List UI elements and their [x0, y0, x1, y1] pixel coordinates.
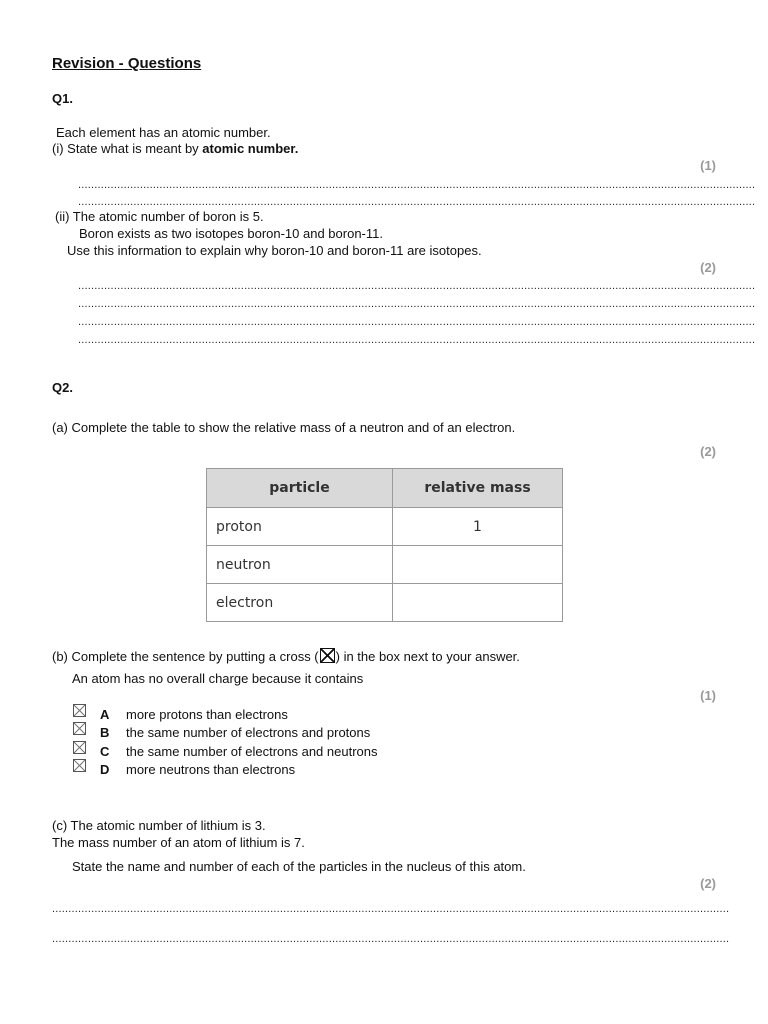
answer-line[interactable]: ................................................................................................................................................................................................................ — [78, 280, 756, 292]
q1-intro: Each element has an atomic number. — [56, 125, 271, 140]
table-row — [207, 546, 563, 584]
q2-part-c-line1: (c) The atomic number of lithium is 3. — [52, 818, 266, 833]
q1-part-i-bold: atomic number. — [202, 141, 299, 156]
answer-line[interactable]: ................................................................................................................................................................................................................ — [52, 933, 730, 945]
option-b-letter: B — [100, 725, 110, 740]
page-title: Revision - Questions — [52, 55, 202, 72]
table-row — [207, 508, 563, 546]
answer-line[interactable]: ................................................................................................................................................................................................................ — [78, 179, 756, 191]
answer-line[interactable]: ................................................................................................................................................................................................................ — [52, 903, 730, 915]
answer-line[interactable]: ................................................................................................................................................................................................................ — [78, 196, 756, 208]
answer-line[interactable]: ................................................................................................................................................................................................................ — [78, 298, 756, 310]
table-header-relative-mass: relative mass — [393, 469, 563, 508]
table-cell-mass[interactable]: 1 — [393, 508, 563, 546]
table-cell-mass[interactable] — [393, 584, 563, 622]
table-cell-particle: proton — [207, 508, 393, 546]
option-d-checkbox[interactable] — [73, 759, 86, 772]
table-cell-particle: electron — [207, 584, 393, 622]
option-c-letter: C — [100, 744, 110, 759]
answer-line[interactable]: ................................................................................................................................................................................................................ — [78, 316, 756, 328]
q1-part-ii-line1: (ii) The atomic number of boron is 5. — [55, 209, 264, 224]
q1-part-ii-marks: (2) — [700, 260, 716, 275]
q1-part-i-text: (i) State what is meant by — [52, 141, 203, 156]
q2-part-c-marks: (2) — [700, 876, 716, 891]
table-cell-particle: neutron — [207, 546, 393, 584]
table-cell-mass[interactable] — [393, 546, 563, 584]
q1-part-i — [52, 141, 298, 157]
q2-part-c-line2: The mass number of an atom of lithium is 7. — [52, 835, 305, 850]
cross-box-icon — [320, 648, 335, 663]
q2-part-b — [52, 648, 520, 665]
option-a-checkbox[interactable] — [73, 704, 86, 717]
q2-part-b-text-after: ) in the box next to your answer. — [335, 649, 520, 664]
q2-part-b-text-before: (b) Complete the sentence by putting a cross ( — [52, 649, 319, 664]
option-d-text: more neutrons than electrons — [126, 762, 296, 777]
table-header-row — [207, 469, 563, 508]
q1-heading: Q1. — [52, 91, 73, 106]
q2-heading: Q2. — [52, 380, 73, 395]
q1-part-ii-line3: Use this information to explain why boron-10 and boron-11 are isotopes. — [67, 243, 482, 258]
q2-part-a-marks: (2) — [700, 444, 716, 459]
q1-part-i-marks: (1) — [700, 158, 716, 173]
table-row — [207, 584, 563, 622]
answer-line[interactable]: ................................................................................................................................................................................................................ — [78, 334, 756, 346]
q2-part-b-stem: An atom has no overall charge because it contains — [72, 671, 364, 686]
option-c-text: the same number of electrons and neutrons — [126, 744, 378, 759]
q2-part-a: (a) Complete the table to show the relative mass of a neutron and of an electron. — [52, 420, 516, 435]
option-a-letter: A — [100, 707, 110, 722]
cross-box-icon-wrap — [319, 648, 336, 663]
option-b-checkbox[interactable] — [73, 722, 86, 735]
table-header-particle: particle — [207, 469, 393, 508]
q2-part-c-line3: State the name and number of each of the particles in the nucleus of this atom. — [72, 859, 526, 874]
q2-part-b-marks: (1) — [700, 688, 716, 703]
option-b-text: the same number of electrons and protons — [126, 725, 371, 740]
option-d-letter: D — [100, 762, 110, 777]
particle-table — [206, 468, 563, 622]
q1-part-ii-line2: Boron exists as two isotopes boron-10 and boron-11. — [79, 226, 383, 241]
option-c-checkbox[interactable] — [73, 741, 86, 754]
option-a-text: more protons than electrons — [126, 707, 288, 722]
